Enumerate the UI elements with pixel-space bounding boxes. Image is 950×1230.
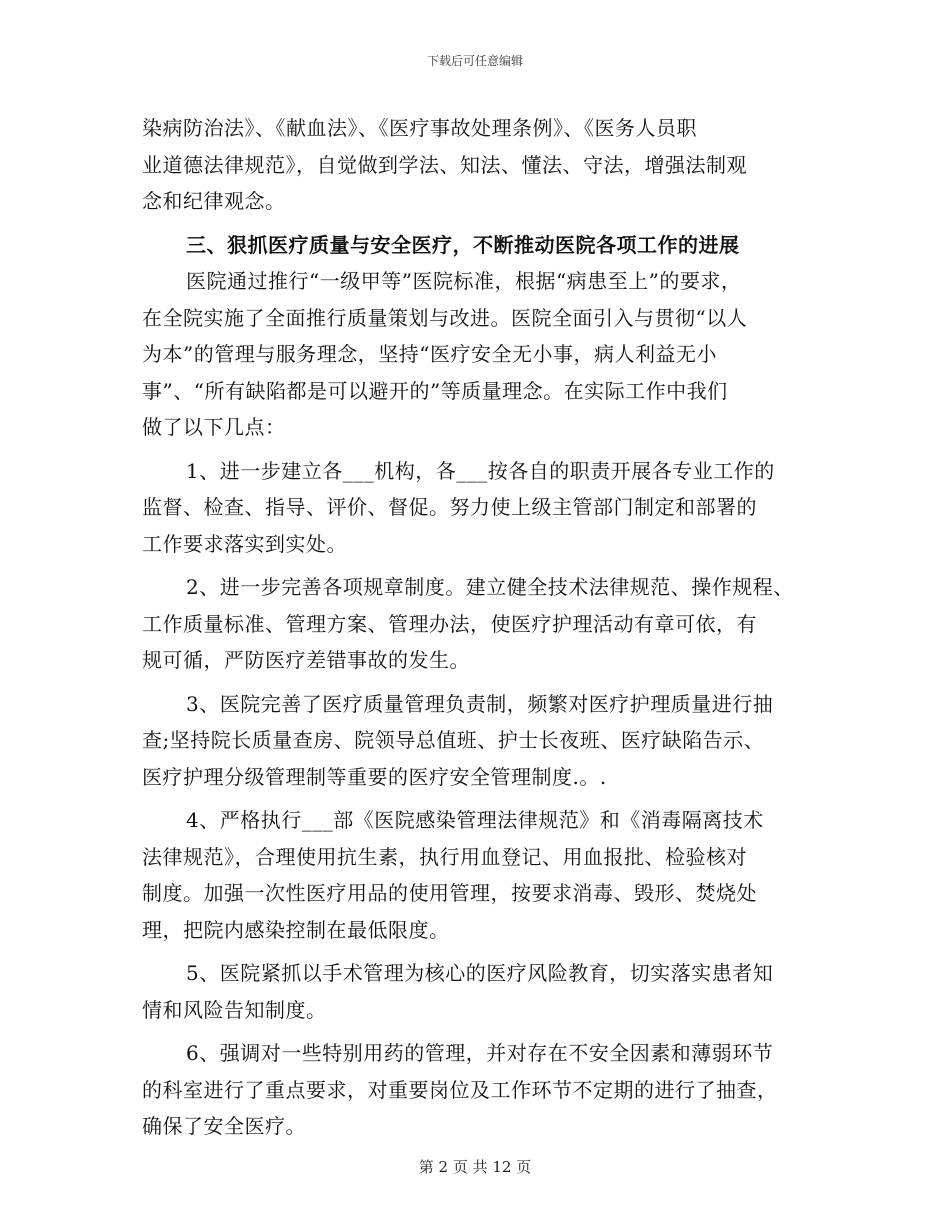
section-heading: 三、狠抓医疗质量与安全医疗，不断推动医院各项工作的进展 xyxy=(186,232,740,257)
list-item-line: 制度。加强一次性医疗用品的使用管理，按要求消毒、毁形、焚烧处 xyxy=(142,881,757,905)
list-item-line: 2、进一步完善各项规章制度。建立健全技术法律规范、操作规程、 xyxy=(186,575,794,599)
list-item-line: 1、进一步建立各___机构，各___按各自的职责开展各专业工作的 xyxy=(186,458,775,483)
list-item-line: 理，把院内感染控制在最低限度。 xyxy=(142,917,450,942)
body-line: 做了以下几点： xyxy=(142,415,286,439)
page-header-note: 下载后可任意编辑 xyxy=(426,54,523,68)
list-item-line: 医疗护理分级管理制等重要的医疗安全管理制度.。. xyxy=(142,764,607,789)
list-item-line: 6、强调对一些特别用药的管理，并对存在不安全因素和薄弱环节 xyxy=(186,1041,774,1065)
list-item-line: 规可循，严防医疗差错事故的发生。 xyxy=(142,648,470,672)
body-line: 在全院实施了全面推行质量策划与改进。医院全面引入与贯彻“以人 xyxy=(142,305,748,330)
list-item-line: 查;坚持院长质量查房、院领导总值班、护士长夜班、医疗缺陷告示、 xyxy=(142,728,765,752)
list-item-line: 4、严格执行___部《医院感染管理法律规范》和《消毒隔离技术 xyxy=(186,808,764,832)
list-item-line: 3、医院完善了医疗质量管理负责制，频繁对医疗护理质量进行抽 xyxy=(186,691,774,716)
list-item-line: 监督、检查、指导、评价、督促。努力使上级主管部门制定和部署的 xyxy=(142,495,757,519)
body-line: 事”、“所有缺陷都是可以避开的”等质量理念。在实际工作中我们 xyxy=(142,378,728,403)
list-item-line: 法律规范》，合理使用抗生素，执行用血登记、用血报批、检验核对 xyxy=(142,844,747,869)
document-body xyxy=(142,110,802,1145)
list-item-line: 5、医院紧抓以手术管理为核心的医疗风险教育，切实落实患者知 xyxy=(186,961,774,985)
page-number: 第 2 页 共 12 页 xyxy=(418,1158,532,1176)
body-line: 为本”的管理与服务理念，坚持“医疗安全无小事，病人利益无小 xyxy=(142,342,717,366)
list-item-line: 情和风险告知制度。 xyxy=(142,997,327,1022)
body-line: 业道德法律规范》，自觉做到学法、知法、懂法、守法，增强法制观 xyxy=(142,152,747,177)
body-line: 念和纪律观念。 xyxy=(142,189,286,213)
list-item-line: 确保了安全医疗。 xyxy=(142,1114,306,1138)
body-line: 染病防治法》、《献血法》、《医疗事故处理条例》、《医务人员职 xyxy=(142,116,697,140)
list-item-line: 工作要求落实到实处。 xyxy=(142,531,347,556)
body-line: 医院通过推行“一级甲等”医院标准，根据“病患至上”的要求， xyxy=(186,269,742,293)
list-item-line: 的科室进行了重点要求，对重要岗位及工作环节不定期的进行了抽查， xyxy=(142,1077,778,1102)
list-item-line: 工作质量标准、管理方案、管理办法，使医疗护理活动有章可依，有 xyxy=(142,611,757,636)
